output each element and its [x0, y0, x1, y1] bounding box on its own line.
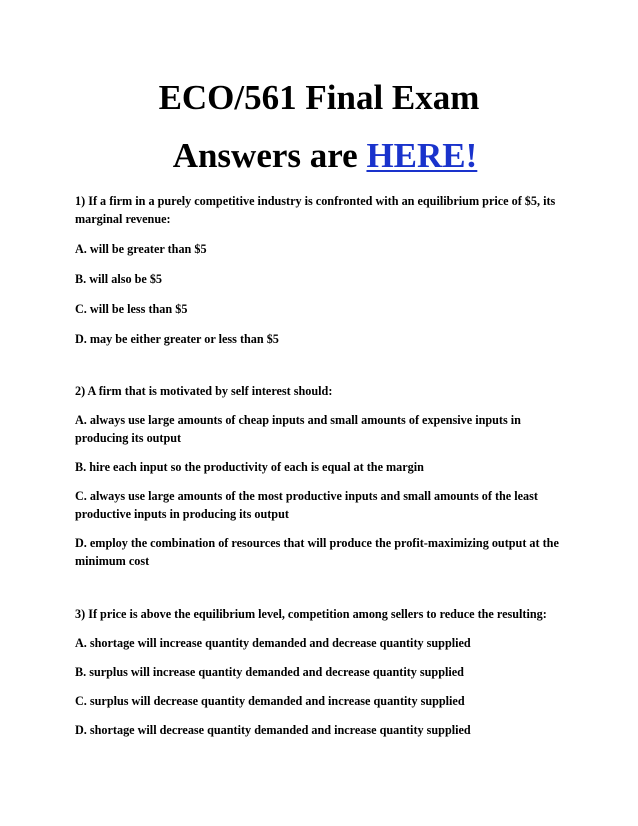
answer-option: A. always use large amounts of cheap inputs and small amounts of expensive inputs in producing its output	[75, 413, 521, 445]
answer-option: C. will be less than $5	[75, 302, 188, 316]
answer-option: D. employ the combination of resources that will produce the profit-maximizing output at the minimum cost	[75, 536, 559, 568]
questions-container	[75, 192, 575, 750]
answer-option: D. shortage will decrease quantity demanded and increase quantity supplied	[75, 723, 471, 737]
page-subtitle	[6, 136, 638, 176]
question-block-1	[75, 192, 575, 348]
question-text: 1) If a firm in a purely competitive industry is confronted with an equilibrium price of $5, its marginal revenue:	[75, 194, 556, 226]
page-title: ECO/561 Final Exam	[158, 78, 480, 117]
answer-option: C. always use large amounts of the most productive inputs and small amounts of the least productive inputs in producing its output	[75, 489, 538, 521]
question-block-2	[75, 382, 575, 570]
answers-link[interactable]: HERE!	[366, 136, 478, 175]
answer-option: B. surplus will increase quantity demanded and decrease quantity supplied	[75, 665, 464, 679]
answer-option: A. shortage will increase quantity demanded and decrease quantity supplied	[75, 636, 471, 650]
answer-option: B. will also be $5	[75, 272, 163, 286]
question-text: 3) If price is above the equilibrium level, competition among sellers to reduce the resulting:	[75, 607, 547, 621]
question-block-3	[75, 605, 575, 739]
subtitle-prefix: Answers are	[172, 136, 367, 175]
answer-option: C. surplus will decrease quantity demanded and increase quantity supplied	[75, 694, 465, 708]
answer-option: B. hire each input so the productivity of each is equal at the margin	[75, 460, 424, 474]
question-text: 2) A firm that is motivated by self interest should:	[75, 384, 333, 398]
answer-option: D. may be either greater or less than $5	[75, 332, 279, 346]
answer-option: A. will be greater than $5	[75, 242, 207, 256]
